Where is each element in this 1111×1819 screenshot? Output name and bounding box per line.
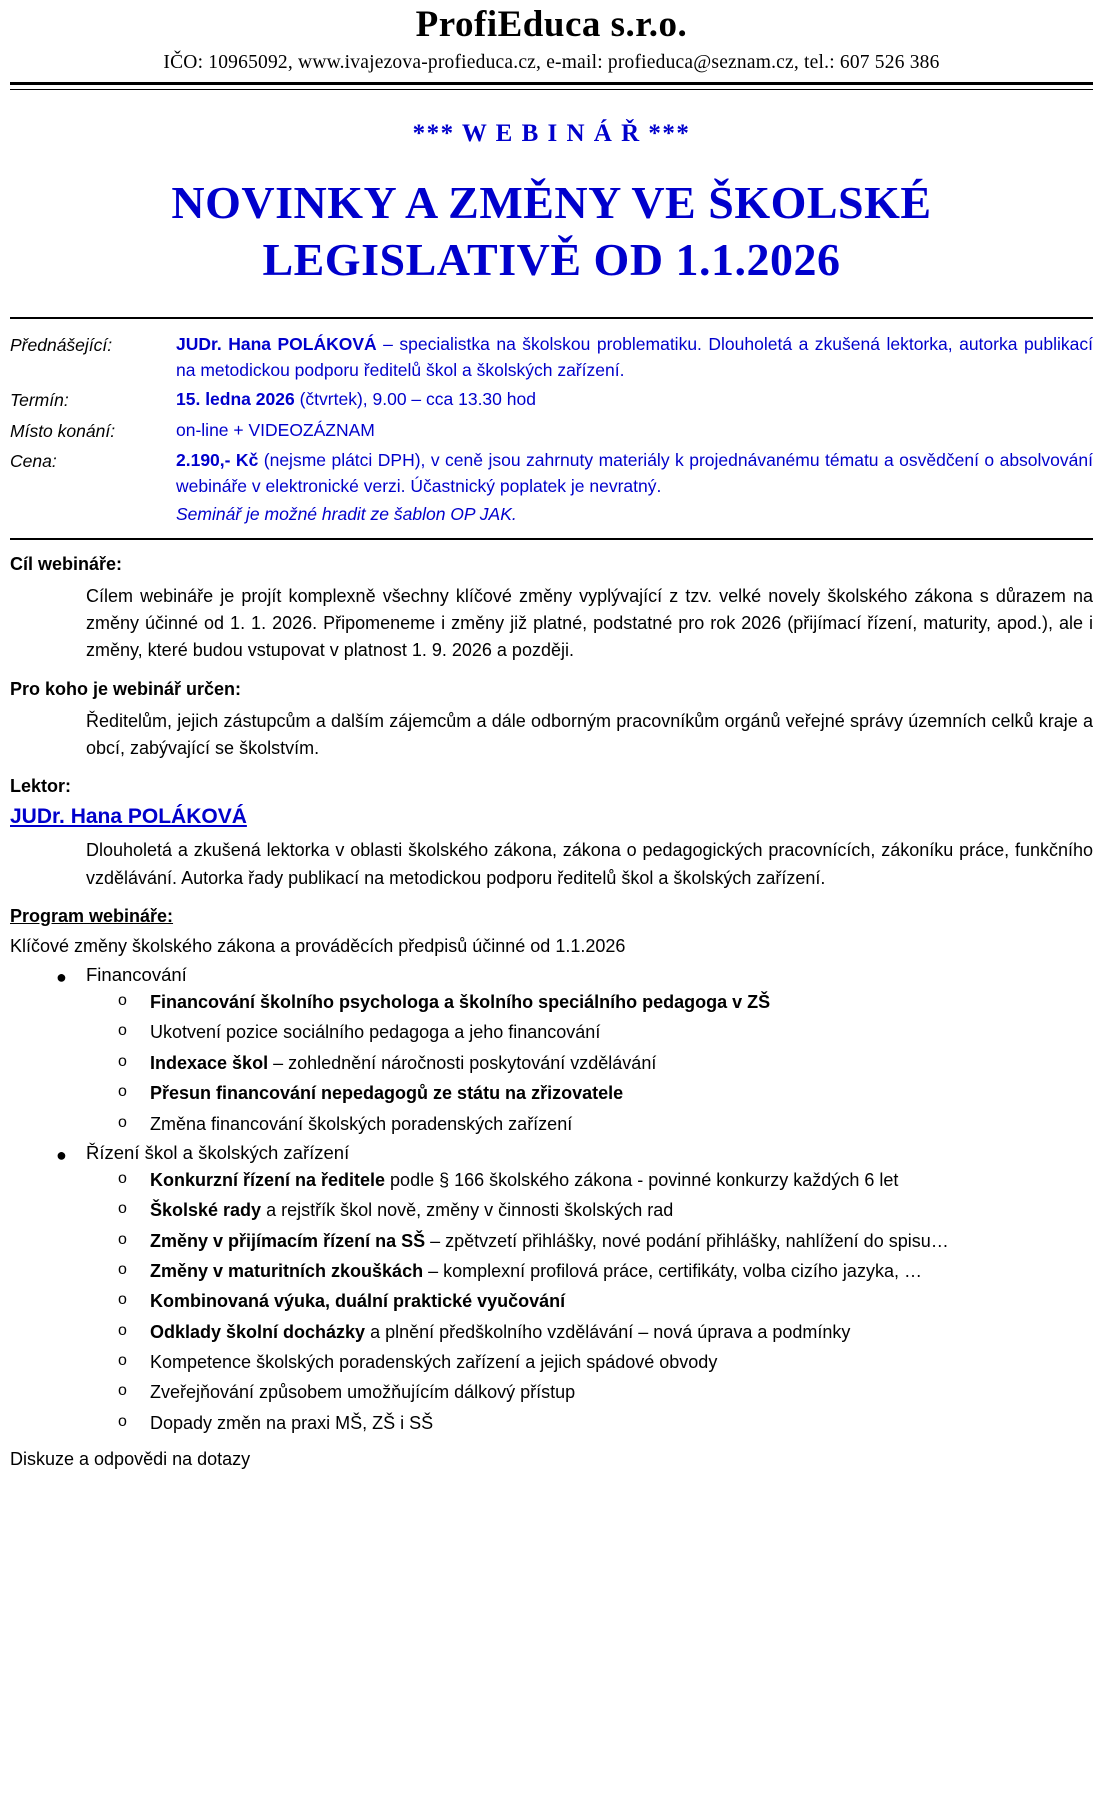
circle-bullet-icon: o: [118, 1052, 127, 1070]
audience-heading: Pro koho je webinář určen:: [10, 678, 242, 699]
price-funding-note: Seminář je možné hradit ze šablon OP JAK.: [176, 504, 517, 525]
program-item: [86, 1167, 1093, 1194]
audience-text: Ředitelům, jejich zástupcům a dalším zájemcům a dále odborným pracovníkům orgánů veřejné správy územních celků kraje a obcí, zabývající se školstvím.: [86, 710, 1093, 759]
page-title-line-2: LEGISLATIVĚ OD 1.1.2026: [262, 234, 841, 286]
circle-bullet-icon: o: [118, 1169, 127, 1187]
price-amount: 2.190,- Kč: [176, 449, 259, 470]
price-value: [176, 447, 1093, 528]
program-item-bold: Změny v maturitních zkouškách: [150, 1260, 424, 1281]
circle-bullet-icon: o: [118, 1352, 127, 1370]
program-item-bold: Kombinovaná výuka, duální praktické vyučování: [150, 1291, 566, 1312]
info-divider: [10, 538, 1093, 540]
program-intro: Klíčové změny školského zákona a prováděcích předpisů účinné od 1.1.2026: [10, 936, 626, 957]
term-label: Termín:: [10, 390, 69, 411]
program-item: [86, 1050, 1093, 1077]
program-item: [86, 1288, 1093, 1315]
program-item: [86, 1349, 1093, 1376]
place-label: Místo konání:: [10, 420, 116, 441]
lecturer-description: – specialistka na školskou problematiku. Dlouholetá a zkušená lektorka, autorka publikací na metodickou podporu ředitelů škol a školských zařízení.: [176, 333, 1094, 381]
program-item: [86, 1228, 1093, 1255]
circle-bullet-icon: o: [118, 1230, 127, 1248]
company-name: ProfiEduca s.r.o.: [415, 4, 688, 45]
term-time: (čtvrtek), 9.00 – cca 13.30 hod: [299, 389, 536, 410]
title-divider: [10, 317, 1093, 319]
circle-bullet-icon: o: [118, 1260, 127, 1278]
program-item-rest: Zveřejňování způsobem umožňujícím dálkový přístup: [150, 1382, 576, 1403]
program-item: [86, 1111, 1093, 1138]
program-item-rest: – zpětvzetí přihlášky, nové podání přihlášky, nahlížení do spisu…: [425, 1230, 949, 1251]
program-item-bold: Odklady školní docházky: [150, 1321, 366, 1342]
circle-bullet-icon: o: [118, 1113, 127, 1131]
lecturer-section-bio: Dlouholetá a zkušená lektorka v oblasti školského zákona, zákona o pedagogických pracovnících, zákoníku práce, funkčního vzdělávání. Autorka řady publikací na metodickou podporu ředitelů škol a školských zařízení.: [86, 840, 1093, 888]
circle-bullet-icon: o: [118, 1022, 127, 1040]
lecturer-value: [176, 331, 1093, 384]
term-date: 15. ledna 2026: [176, 389, 295, 410]
circle-bullet-icon: o: [118, 1200, 127, 1218]
program-item: [86, 1410, 1093, 1437]
circle-bullet-icon: o: [118, 1382, 127, 1400]
term-value: [176, 386, 1093, 413]
program-item: [86, 1379, 1093, 1406]
company-contact-line: IČO: 10965092, www.ivajezova-profieduca.cz, e-mail: profieduca@seznam.cz, tel.: 607 526 386: [163, 51, 940, 73]
program-item-rest: Změna financování školských poradenských zařízení: [150, 1113, 573, 1134]
program-item-rest: Kompetence školských poradenských zařízení a jejich spádové obvody: [150, 1352, 718, 1373]
price-description: (nejsme plátci DPH), v ceně jsou zahrnuty materiály k projednávanému tématu a osvědčení o absolvování webináře v elektronické verzi. Účastnický poplatek je nevratný.: [176, 449, 1093, 497]
program-item-rest: Dopady změn na praxi MŠ, ZŠ i SŠ: [150, 1412, 434, 1433]
page-title-line-1: NOVINKY A ZMĚNY VE ŠKOLSKÉ: [171, 176, 932, 228]
price-label: Cena:: [10, 450, 57, 471]
bullet-dot-icon: ●: [56, 1144, 67, 1165]
circle-bullet-icon: o: [118, 1321, 127, 1339]
circle-bullet-icon: o: [118, 992, 127, 1010]
program-group-list: [10, 964, 1093, 1437]
program-group: [10, 964, 1093, 1138]
program-closing: Diskuze a odpovědi na dotazy: [10, 1449, 251, 1470]
program-item: [86, 1258, 1093, 1285]
program-item-rest: Ukotvení pozice sociálního pedagoga a jeho financování: [150, 1022, 601, 1043]
page-title: [10, 174, 1093, 289]
program-item-bold: Změny v přijímacím řízení na SŠ: [150, 1230, 426, 1251]
webinar-kicker: *** W E B I N Á Ř ***: [412, 119, 691, 147]
program-item-bold: Financování školního psychologa a školního speciálního pedagoga v ZŠ: [150, 992, 771, 1013]
lecturer-section-name: JUDr. Hana POLÁKOVÁ: [10, 805, 247, 829]
circle-bullet-icon: o: [118, 1083, 127, 1101]
place-text: on-line + VIDEOZÁZNAM: [176, 419, 375, 440]
lecturer-section-heading: Lektor:: [10, 776, 72, 797]
program-item-rest: a rejstřík škol nově, změny v činnosti školských rad: [261, 1200, 674, 1221]
program-item-rest: a plnění předškolního vzdělávání – nová úprava a podmínky: [365, 1321, 851, 1342]
program-item: [86, 1197, 1093, 1224]
program-item-rest: – zohlednění náročnosti poskytování vzdělávání: [268, 1052, 657, 1073]
lecturer-name: JUDr. Hana POLÁKOVÁ: [176, 333, 377, 354]
program-item-bold: Indexace škol: [150, 1052, 269, 1073]
goal-text: Cílem webináře je projít komplexně všechny klíčové změny vyplývající z tzv. velké novely školského zákona s důrazem na změny účinné od 1. 1. 2026. Připomeneme i změny již platné, podstatné pro rok 2026 (přijímací řízení, maturity, apod.), ale i změny, které budou vstupovat v platnost 1. 9. 2026 a později.: [86, 585, 1093, 661]
program-item: [86, 1319, 1093, 1346]
goal-heading: Cíl webináře:: [10, 553, 123, 574]
program-item-list: [86, 1167, 1093, 1437]
circle-bullet-icon: o: [118, 1291, 127, 1309]
program-heading: Program webináře:: [10, 906, 174, 927]
letterhead: [10, 0, 1093, 74]
place-value: [176, 417, 1093, 444]
program-group: [10, 1142, 1093, 1437]
program-group-label: Financování: [86, 964, 187, 986]
program-item-bold: Konkurzní řízení na ředitele: [150, 1169, 386, 1190]
program-group-label: Řízení škol a školských zařízení: [86, 1141, 350, 1163]
program-item-rest: podle § 166 školského zákona - povinné konkurzy každých 6 let: [385, 1169, 899, 1190]
program-item-bold: Školské rady: [150, 1200, 262, 1221]
program-item-list: [86, 989, 1093, 1138]
lecturer-label: Přednášející:: [10, 334, 113, 355]
event-info-grid: [10, 331, 1093, 528]
bullet-dot-icon: ●: [56, 967, 67, 988]
program-item: [86, 1019, 1093, 1046]
header-divider: [10, 82, 1093, 90]
program-item-rest: – komplexní profilová práce, certifikáty, volba cizího jazyka, …: [423, 1260, 922, 1281]
program-item: [86, 989, 1093, 1016]
circle-bullet-icon: o: [118, 1412, 127, 1430]
program-item: [86, 1080, 1093, 1107]
program-item-bold: Přesun financování nepedagogů ze státu na zřizovatele: [150, 1083, 624, 1104]
